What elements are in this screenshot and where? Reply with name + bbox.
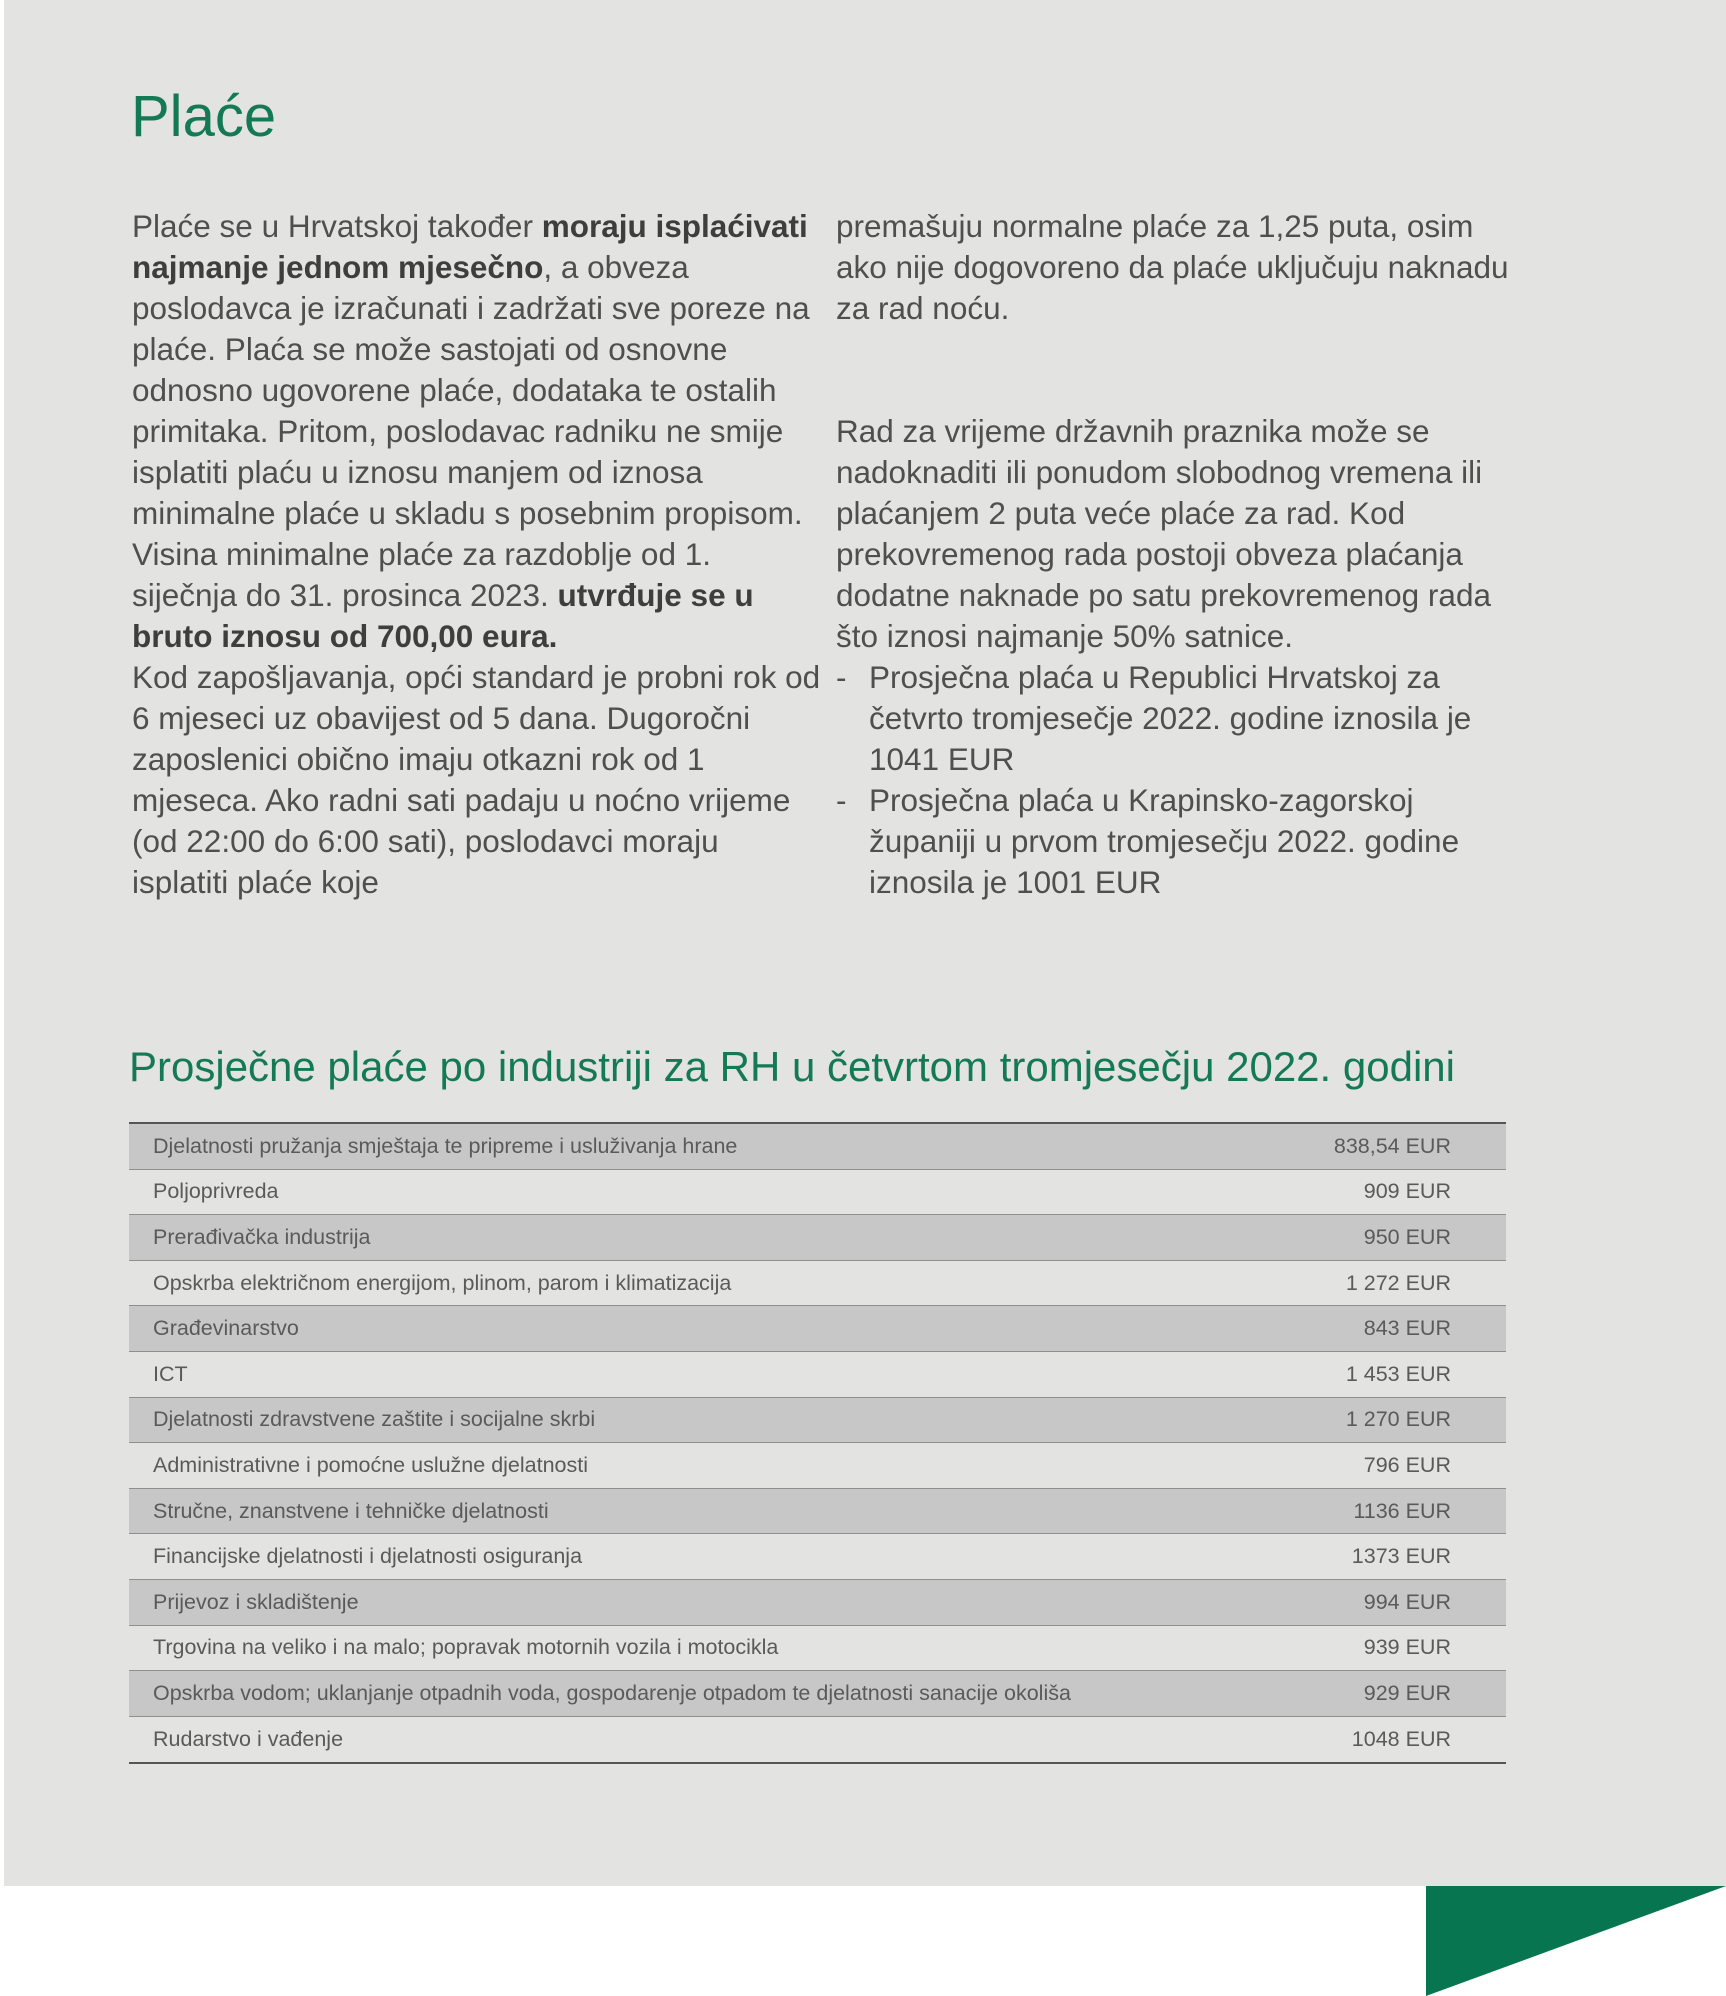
table-row [129, 1534, 1506, 1580]
industry-name: Administrativne i pomoćne uslužne djelatnosti [153, 1452, 589, 1477]
wage-value: 1 453 EUR [1345, 1361, 1451, 1386]
average-wage-list [836, 657, 1526, 903]
table-row [129, 1215, 1506, 1261]
table-row [129, 1124, 1506, 1170]
wage-value: 796 EUR [1363, 1452, 1451, 1477]
paragraph-holiday-overtime: Rad za vrijeme državnih praznika može se nadoknaditi ili ponudom slobodnog vremena ili plaćanjem 2 puta veće plaće za rad. Kod prekovremenog rada postoji obveza plaćanja dodatne naknade po satu prekovremenog rada što iznosi najmanje 50% satnice. [836, 413, 1491, 654]
paragraph-spacer [836, 329, 1526, 411]
wage-value: 1136 EUR [1353, 1498, 1451, 1523]
industry-name: Građevinarstvo [153, 1316, 299, 1341]
bullet-dash: - [836, 782, 847, 818]
industry-name: Stručne, znanstvene i tehničke djelatnosti [153, 1498, 549, 1523]
wage-value: 1 270 EUR [1345, 1407, 1451, 1432]
emphasis-monthly-payment: moraju isplaćivati najmanje jednom mjesečno [132, 208, 808, 285]
wage-value: 939 EUR [1363, 1635, 1451, 1660]
wage-value: 950 EUR [1363, 1224, 1451, 1249]
wage-value: 909 EUR [1363, 1179, 1451, 1204]
wage-value: 994 EUR [1363, 1589, 1451, 1614]
table-row [129, 1626, 1506, 1672]
paragraph-minimum-wage: Visina minimalne plaće za razdoblje od 1. siječnja do 31. prosinca 2023. utvrđuje se u bruto iznosu od 700,00 eura. [132, 536, 754, 654]
industry-name: Prijevoz i skladištenje [153, 1589, 359, 1614]
wage-value: 838,54 EUR [1333, 1133, 1451, 1158]
paragraph-night-work: premašuju normalne plaće za 1,25 puta, osim ako nije dogovoreno da plaće uključuju naknadu za rad noću. [836, 208, 1509, 326]
industry-name: Financijske djelatnosti i djelatnosti osiguranja [153, 1544, 583, 1569]
left-text-column [132, 206, 822, 903]
table-title: Prosječne plaće po industriji za RH u četvrtom tromjesečju 2022. godini [129, 1043, 1455, 1090]
table-row [129, 1717, 1506, 1763]
industry-name: Trgovina na veliko i na malo; popravak motornih vozila i motocikla [153, 1635, 779, 1660]
industry-name: Poljoprivreda [153, 1179, 279, 1204]
paragraph-employment-terms: Kod zapošljavanja, opći standard je probni rok od 6 mjeseci uz obavijest od 5 dana. Dugoročni zaposlenici obično imaju otkazni rok od 1 mjeseca. Ako radni sati padaju u noćno vrijeme (od 22:00 do 6:00 sati), poslodavci moraju isplatiti plaće koje [132, 659, 821, 900]
wage-value: 929 EUR [1363, 1680, 1451, 1705]
table-row [129, 1261, 1506, 1307]
list-item: - Prosječna plaća u Republici Hrvatskoj za četvrto tromjesečje 2022. godine iznosila je 1041 EUR [836, 659, 1472, 777]
industry-name: ICT [153, 1361, 188, 1386]
bullet-dash: - [836, 659, 847, 695]
industry-wage-table [129, 1122, 1506, 1764]
wage-value: 1 272 EUR [1345, 1270, 1451, 1295]
industry-name: Opskrba vodom; uklanjanje otpadnih voda, gospodarenje otpadom te djelatnosti sanacije okoliša [153, 1680, 1071, 1705]
table-row [129, 1398, 1506, 1444]
industry-name: Djelatnosti zdravstvene zaštite i socijalne skrbi [153, 1407, 596, 1432]
table-row [129, 1352, 1506, 1398]
table-row [129, 1580, 1506, 1626]
industry-name: Rudarstvo i vađenje [153, 1727, 344, 1752]
industry-name: Opskrba električnom energijom, plinom, parom i klimatizacija [153, 1270, 732, 1295]
table-row [129, 1443, 1506, 1489]
industry-name: Prerađivačka industrija [153, 1224, 371, 1249]
page-title: Plaće [131, 84, 277, 149]
wage-value: 1048 EUR [1351, 1727, 1451, 1752]
table-row [129, 1306, 1506, 1352]
corner-triangle-decoration [1426, 1886, 1726, 1996]
table-row [129, 1170, 1506, 1216]
paragraph-salary-payment: Plaće se u Hrvatskoj također moraju isplaćivati najmanje jednom mjesečno, a obveza poslodavca je izračunati i zadržati sve poreze na plaće. Plaća se može sastojati od osnovne odnosno ugovorene plaće, dodataka te ostalih primitaka. Pritom, poslodavac radniku ne smije isplatiti plaću u iznosu manjem od iznosa minimalne plaće u skladu s posebnim propisom. [132, 208, 810, 531]
right-text-column [836, 206, 1526, 903]
table-row [129, 1489, 1506, 1535]
industry-name: Djelatnosti pružanja smještaja te pripreme i usluživanja hrane [153, 1133, 738, 1158]
emphasis-minimum-wage-amount: utvrđuje se u bruto iznosu od 700,00 eura. [132, 577, 754, 654]
wage-value: 843 EUR [1363, 1316, 1451, 1341]
list-item: - Prosječna plaća u Krapinsko-zagorskoj županiji u prvom tromjesečju 2022. godine iznosila je 1001 EUR [836, 782, 1460, 900]
corner-triangle-shape [1426, 1886, 1726, 1996]
table-row [129, 1671, 1506, 1717]
wage-value: 1373 EUR [1351, 1544, 1451, 1569]
